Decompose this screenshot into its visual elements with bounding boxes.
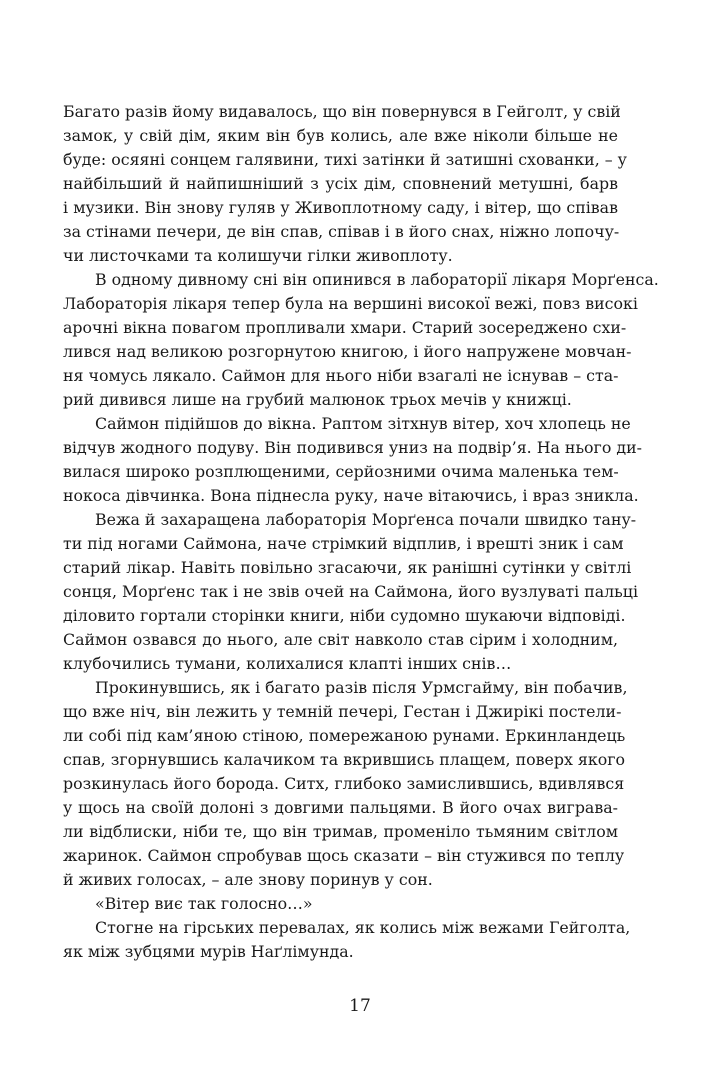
text-line: «Вітер виє так голосно…» <box>95 894 313 913</box>
text-line: спав, згорнувшись калачиком та вкрившись плащем, поверх якого <box>63 750 626 769</box>
text-line: як між зубцями мурів Наґлімунда. <box>63 942 354 961</box>
text-line: рий дивився лише на грубий малюнок трьох мечів у книжці. <box>63 390 572 409</box>
text-line: В одному дивному сні він опинився в лабораторії лікаря Морґенса. <box>95 270 659 289</box>
text-line: клубочились тумани, колихалися клапті інших снів… <box>63 654 512 673</box>
text-line: за стінами печери, де він спав, співав і в його снах, ніжно лопочу- <box>63 222 620 241</box>
page-number: 17 <box>349 996 371 1016</box>
text-line: і музики. Він знову гуляв у Живоплотному саду, і вітер, що співав <box>63 198 618 217</box>
text-line: розкинулась його борода. Ситх, глибоко замислившись, вдивлявся <box>63 774 625 793</box>
text-line: старий лікар. Навіть повільно згасаючи, як ранішні сутінки у світлі <box>63 558 632 577</box>
text-line: Саймон підійшов до вікна. Раптом зітхнув вітер, хоч хлопець не <box>95 414 631 433</box>
text-line: що вже ніч, він лежить у темній печері, Гестан і Джирікі постели- <box>63 702 622 721</box>
text-line: сонця, Морґенс так і не звів очей на Саймона, його вузлуваті пальці <box>63 582 638 601</box>
text-line: ли собі під кам’яною стіною, помережаною рунами. Еркинландець <box>63 726 626 745</box>
text-line: буде: осяяні сонцем галявини, тихі затінки й затишні схованки, – у <box>63 150 627 169</box>
text-line: арочні вікна повагом пропливали хмари. Старий зосереджено схи- <box>63 318 627 337</box>
text-line: ли відблиски, ніби те, що він тримав, променіло тьмяним світлом <box>63 822 618 841</box>
text-line: найбільший й найпишніший з усіх дім, сповнений метушні, барв <box>63 174 618 193</box>
text-line: ти під ногами Саймона, наче стрімкий відплив, і врешті зник і сам <box>63 534 624 553</box>
text-line: Саймон озвався до нього, але світ навколо став сірим і холодним, <box>63 630 618 649</box>
text-line: замок, у свій дім, яким він був колись, але вже ніколи більше не <box>63 126 618 145</box>
text-line: й живих голосах, – але знову поринув у сон. <box>63 870 433 889</box>
text-line: Прокинувшись, як і багато разів після Урмсгайму, він побачив, <box>95 678 628 697</box>
text-line: Лабораторія лікаря тепер була на вершині високої вежі, повз високі <box>63 294 638 313</box>
text-line: лився над великою розгорнутою книгою, і його напружене мовчан- <box>63 342 632 361</box>
text-line: Стогне на гірських перевалах, як колись між вежами Гейголта, <box>95 918 631 937</box>
text-line: у щось на своїй долоні з довгими пальцями. В його очах виграва- <box>63 798 618 817</box>
text-line: Багато разів йому видавалось, що він повернувся в Гейголт, у свій <box>63 102 621 121</box>
text-line: відчув жодного подуву. Він подивився униз на подвір’я. На нього ди- <box>63 438 642 457</box>
text-line: ня чомусь лякало. Саймон для нього ніби взагалі не існував – ста- <box>63 366 619 385</box>
text-line: жаринок. Саймон спробував щось сказати – він стужився по теплу <box>63 846 625 865</box>
text-line: чи листочками та колишучи гілки живоплоту. <box>63 246 453 265</box>
text-line: вилася широко розплющеними, серйозними очима маленька тем- <box>63 462 619 481</box>
text-line: Вежа й захаращена лабораторія Морґенса почали швидко тану- <box>95 510 637 529</box>
text-line: діловито гортали сторінки книги, ніби судомно шукаючи відповіді. <box>63 606 626 625</box>
text-line: нокоса дівчинка. Вона піднесла руку, наче вітаючись, і враз зникла. <box>63 486 639 505</box>
